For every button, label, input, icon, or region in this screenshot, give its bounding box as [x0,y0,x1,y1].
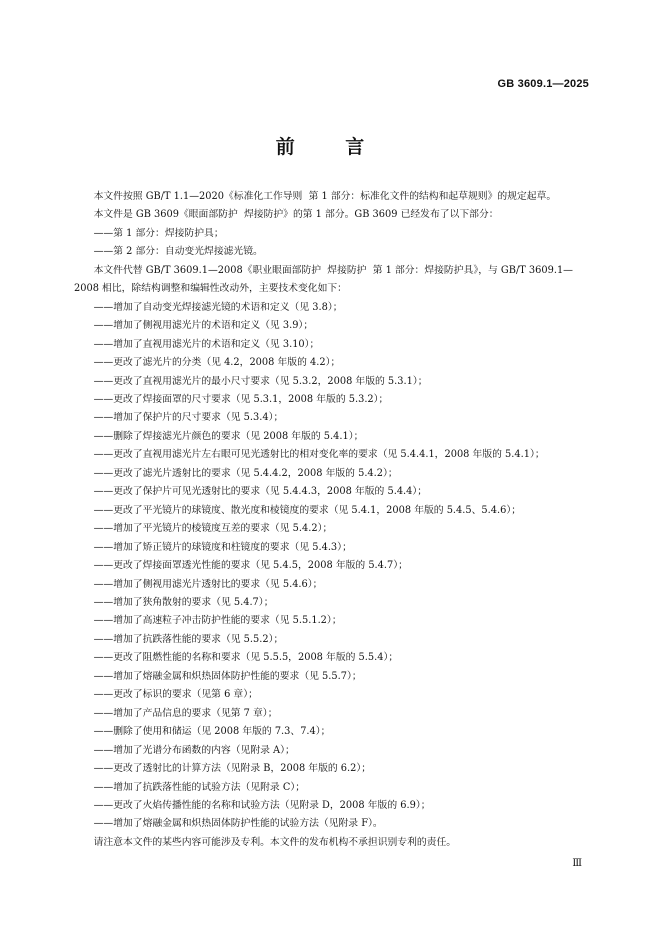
paragraph-patent-notice: 请注意本文件的某些内容可能涉及专利。本文件的发布机构不承担识别专利的责任。 [93,836,457,848]
list-item: ——更改了直视用滤光片的最小尺寸要求（见 5.3.2，2008 年版的 5.3.1）； [93,375,428,387]
changes-list [74,299,590,834]
list-item: ——增加了熔融金属和炽热固体防护性能的试验方法（见附录 F）。 [93,818,383,830]
list-item: ——更改了火焰传播性能的名称和试验方法（见附录 D，2008 年版的 6.9）； [93,799,431,811]
page-number: Ⅲ [572,858,582,869]
standard-code: GB 3609.1—2025 [497,78,589,90]
list-item: ——增加了保护片的尺寸要求（见 5.3.4）； [93,412,284,424]
list-item: ——更改了平光镜片的球镜度、散光度和棱镜度的要求（见 5.4.1，2008 年版的 5.4.5、5.4.6）； [93,504,522,516]
list-item: ——更改了直视用滤光片左右眼可见光透射比的相对变化率的要求（见 5.4.4.1，2008 年版的 5.4.1）； [93,449,545,461]
list-item: ——增加了平光镜片的棱镜度互差的要求（见 5.4.2）； [93,523,333,535]
list-item: ——增加了高速粒子冲击防护性能的要求（见 5.5.1.2）； [93,615,342,627]
list-item: ——增加了光谱分布函数的内容（见附录 A）； [93,744,295,756]
list-item: ——增加了侧视用滤光片透射比的要求（见 5.4.6）； [93,578,323,590]
list-item: ——增加了狭角散射的要求（见 5.4.7）； [93,596,274,608]
list-item: ——更改了标识的要求（见第 6 章）； [93,689,258,701]
list-item: ——更改了保护片可见光透射比的要求（见 5.4.4.3，2008 年版的 5.4.4）； [93,486,428,498]
list-item: ——增加了侧视用滤光片的术语和定义（见 3.9）； [93,320,314,332]
list-item: ——更改了滤光片的分类（见 4.2，2008 年版的 4.2）； [93,357,341,369]
list-item: ——删除了使用和储运（见 2008 年版的 7.3、7.4）； [93,726,331,738]
list-item: ——更改了透射比的计算方法（见附录 B，2008 年版的 6.2）； [93,763,372,775]
parts-list [74,225,590,262]
paragraph-replacement: 本文件代替 GB/T 3609.1—2008《职业眼面部防护 焊接防护 第 1 部分：焊接防护具》，与 GB/T 3609.1—2008 相比，除结构调整和编辑性改动外，主要技术变化如下： [74,264,573,295]
paragraph-part-info: 本文件是 GB 3609《眼面部防护 焊接防护》的第 1 部分。GB 3609 已经发布了以下部分： [93,209,499,221]
list-item: ——增加了产品信息的要求（见第 7 章）； [93,707,278,719]
page-title: 前 言 [275,136,387,158]
list-item: ——更改了滤光片透射比的要求（见 5.4.4.2，2008 年版的 5.4.2）； [93,467,398,479]
paragraph-drafting-rule: 本文件按照 GB/T 1.1—2020《标准化工作导则 第 1 部分：标准化文件的结构和起草规则》的规定起草。 [93,191,557,202]
list-item: ——更改了焊接面罩的尺寸要求（见 5.3.1，2008 年版的 5.3.2）； [93,393,389,405]
list-item: ——增加了熔融金属和炽热固体防护性能的要求（见 5.5.7）； [93,670,362,682]
list-item: ——增加了自动变光焊接滤光镜的术语和定义（见 3.8）； [93,301,343,313]
list-item: ——更改了焊接面罩透光性能的要求（见 5.4.5，2008 年版的 5.4.7）； [93,560,408,572]
list-item: ——删除了焊接滤光片颜色的要求（见 2008 年版的 5.4.1）； [93,430,364,442]
list-item: ——增加了抗跌落性能的要求（见 5.5.2）； [93,633,284,645]
list-item: ——更改了阻燃性能的名称和要求（见 5.5.5，2008 年版的 5.5.4）； [93,652,399,664]
document-body [74,188,590,852]
list-item: ——增加了矫正镜片的球镜度和柱镜度的要求（见 5.4.3）； [93,541,352,553]
list-item: ——第 1 部分：焊接防护具； [93,227,224,239]
list-item: ——第 2 部分：自动变光焊接滤光镜。 [93,246,263,258]
list-item: ——增加了抗跌落性能的试验方法（见附录 C）； [93,781,306,793]
list-item: ——增加了直视用滤光片的术语和定义（见 3.10）； [93,338,320,350]
